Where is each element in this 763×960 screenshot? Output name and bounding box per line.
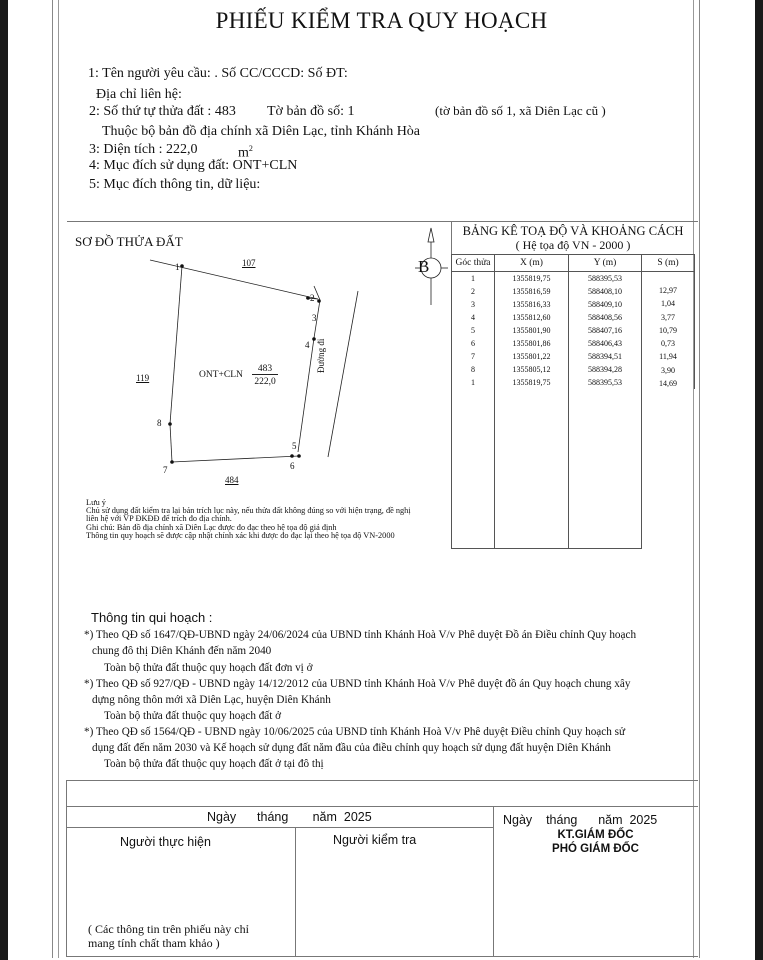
point-label-2: 2 — [310, 293, 315, 303]
note-line-1: Chủ sử dụng đất kiểm tra lại bản trích lục này, nếu thửa đất không đúng so với hiện trạng, đề nghị — [86, 506, 411, 515]
distance-8-1: 14,69 — [659, 379, 677, 389]
cell-point: 4 — [452, 311, 495, 324]
cell-y: 588407,16 — [569, 324, 642, 337]
cell-y: 588409,10 — [569, 298, 642, 311]
note-line-3: Ghi chú: Bản đồ địa chính xã Diên Lạc được đo đạc theo hệ tọa độ giả định — [86, 523, 337, 532]
map-sheet-number: Tờ bản đồ số: 1 — [267, 104, 355, 119]
planning-item-3-line-2: dụng đất đến năm 2030 và Kế hoạch sử dụng đất năm đầu của điều chỉnh quy hoạch sử dụng đất huyện Diên Khánh — [92, 742, 611, 754]
page-title: PHIẾU KIỂM TRA QUY HOẠCH — [215, 8, 548, 33]
table-empty-row — [452, 389, 695, 549]
cell-point: 2 — [452, 285, 495, 298]
data-purpose-line: 5: Mục đích thông tin, dữ liệu: — [89, 177, 261, 192]
point-label-1: 1 — [175, 262, 180, 272]
point-label-6: 6 — [290, 461, 295, 471]
cell-point: 8 — [452, 363, 495, 376]
parcel-area-label: 222,0 — [254, 377, 276, 387]
planning-item-1-result: Toàn bộ thửa đất thuộc quy hoạch đất đơn vị ở — [104, 662, 313, 674]
planning-item-3-result: Toàn bộ thửa đất thuộc quy hoạch đất ở tại đô thị — [104, 758, 324, 770]
road-label: Đường đi — [316, 338, 326, 373]
cell-point: 1 — [452, 376, 495, 389]
cadastral-map-line: Thuộc bộ bản đồ địa chính xã Diên Lạc, tỉnh Khánh Hòa — [102, 124, 421, 139]
planning-heading: Thông tin qui hoạch : — [91, 610, 213, 625]
point-label-4: 4 — [305, 340, 310, 350]
cell-point: 7 — [452, 350, 495, 363]
cell-y: 588408,56 — [569, 311, 642, 324]
divider — [66, 780, 67, 957]
col-header-x: X (m) — [495, 255, 569, 272]
cell-point: 1 — [452, 272, 495, 285]
point-label-8: 8 — [157, 418, 162, 428]
neighbor-parcel-107: 107 — [242, 258, 256, 268]
cell-y: 588408,10 — [569, 285, 642, 298]
cell-point: 3 — [452, 298, 495, 311]
neighbor-parcel-119: 119 — [136, 373, 150, 383]
coord-table-title: BẢNG KÊ TOẠ ĐỘ VÀ KHOẢNG CÁCH — [462, 224, 684, 238]
date-left: Ngày tháng năm 2025 — [207, 810, 372, 824]
point-label-3: 3 — [312, 313, 317, 323]
planning-item-2-line-2: dựng nông thôn mới xã Diên Lạc, huyện Diên Khánh — [92, 694, 331, 706]
disclaimer-line-2: mang tính chất tham khảo ) — [88, 936, 220, 950]
cell-y: 588395,53 — [569, 376, 642, 389]
distance-4-5: 10,79 — [659, 325, 677, 335]
cell-x: 1355801,86 — [495, 337, 569, 350]
neighbor-parcel-484: 484 — [225, 475, 239, 485]
cell-x: 1355816,59 — [495, 285, 569, 298]
planning-item-1-line-2: chung đô thị Diên Khánh đến năm 2040 — [92, 645, 272, 657]
note-line-4: Thông tin quy hoạch sẽ được cập nhật chính xác khi được đo đạc lại theo hệ tọa độ VN-2000 — [86, 531, 395, 540]
cell-x: 1355805,12 — [495, 363, 569, 376]
area-unit: $m^2$ — [238, 144, 253, 161]
divider — [67, 806, 698, 807]
land-use-line: 4: Mục đích sử dụng đất: ONT+CLN — [89, 158, 298, 173]
distance-7-8: 3,90 — [661, 365, 675, 375]
cell-point: 5 — [452, 324, 495, 337]
distance-6-7: 11,94 — [659, 352, 677, 362]
divider — [295, 827, 296, 956]
point-label-5: 5 — [292, 441, 297, 451]
planning-item-1-line-1: *) Theo QĐ số 1647/QĐ-UBND ngày 24/06/2024 của UBND tỉnh Khánh Hoà V/v Phê duyệt Đồ án Điều chỉnh Quy hoạch — [84, 629, 637, 641]
director-title-2: PHÓ GIÁM ĐỐC — [552, 843, 639, 855]
cell-x: 1355819,75 — [495, 376, 569, 389]
planning-item-2-line-1: *) Theo QĐ số 927/QĐ - UBND ngày 14/12/2012 của UBND tỉnh Khánh Hoà V/v Phê duyệt đồ án Quy hoạch chung xây — [84, 678, 631, 690]
diagram-title: SƠ ĐỒ THỬA ĐẤT — [75, 234, 183, 249]
table-row — [452, 272, 695, 285]
cell-x: 1355812,60 — [495, 311, 569, 324]
planning-item-3-line-1: *) Theo QĐ số 1564/QĐ - UBND ngày 10/06/2025 của UBND tỉnh Khánh Hoà V/v Phê duyệt Điều chỉnh Quy hoạch sử — [84, 726, 626, 738]
cell-y: 588394,51 — [569, 350, 642, 363]
cell-y: 588394,28 — [569, 363, 642, 376]
note-line-2: liên hệ với VP ĐKĐĐ để trích đo địa chính. — [86, 514, 232, 523]
area-line: 3: Diện tích : 222,0 — [89, 142, 198, 157]
col-header-distance: S (m) — [642, 255, 695, 272]
north-arrow-label: B — [418, 257, 430, 276]
divider — [67, 780, 698, 781]
address-line: Địa chỉ liên hệ: — [96, 87, 182, 102]
cell-y: 588395,53 — [569, 272, 642, 285]
map-sheet-note: (tờ bản đồ số 1, xã Diên Lạc cũ ) — [435, 103, 606, 118]
disclaimer-line-1: ( Các thông tin trên phiếu này chỉ — [88, 922, 249, 936]
divider — [67, 956, 698, 957]
distance-column — [642, 272, 695, 389]
performer-label: Người thực hiện — [120, 835, 211, 849]
coord-table-subtitle: ( Hệ tọa độ VN - 2000 ) — [515, 238, 631, 252]
parcel-number: 2: Số thứ tự thửa đất : 483 — [89, 104, 236, 119]
cell-y: 588406,43 — [569, 337, 642, 350]
cell-x: 1355801,90 — [495, 324, 569, 337]
requester-line: 1: Tên người yêu cầu: . Số CC/CCCD: Số ĐT: — [88, 66, 348, 81]
distance-5-6: 0,73 — [661, 339, 675, 349]
distance-1-2: 12,97 — [659, 286, 677, 295]
director-title-1: KT.GIÁM ĐỐC — [557, 829, 634, 841]
note-heading: Lưu ý — [86, 498, 106, 507]
cell-x: 1355801,22 — [495, 350, 569, 363]
col-header-y: Y (m) — [569, 255, 642, 272]
date-right: Ngày tháng năm 2025 — [503, 813, 658, 827]
cell-x: 1355819,75 — [495, 272, 569, 285]
cell-point: 6 — [452, 337, 495, 350]
cell-x: 1355816,33 — [495, 298, 569, 311]
planning-item-2-result: Toàn bộ thửa đất thuộc quy hoạch đất ở — [104, 710, 282, 722]
distance-2-3: 1,04 — [661, 299, 675, 309]
col-header-point: Góc thửa — [452, 255, 495, 272]
checker-label: Người kiểm tra — [333, 833, 417, 847]
parcel-use-label: ONT+CLN — [199, 370, 243, 380]
point-label-7: 7 — [163, 465, 168, 475]
distance-3-4: 3,77 — [661, 312, 675, 322]
parcel-number-label: 483 — [252, 364, 278, 375]
divider — [67, 827, 493, 828]
coordinate-table — [451, 254, 695, 549]
